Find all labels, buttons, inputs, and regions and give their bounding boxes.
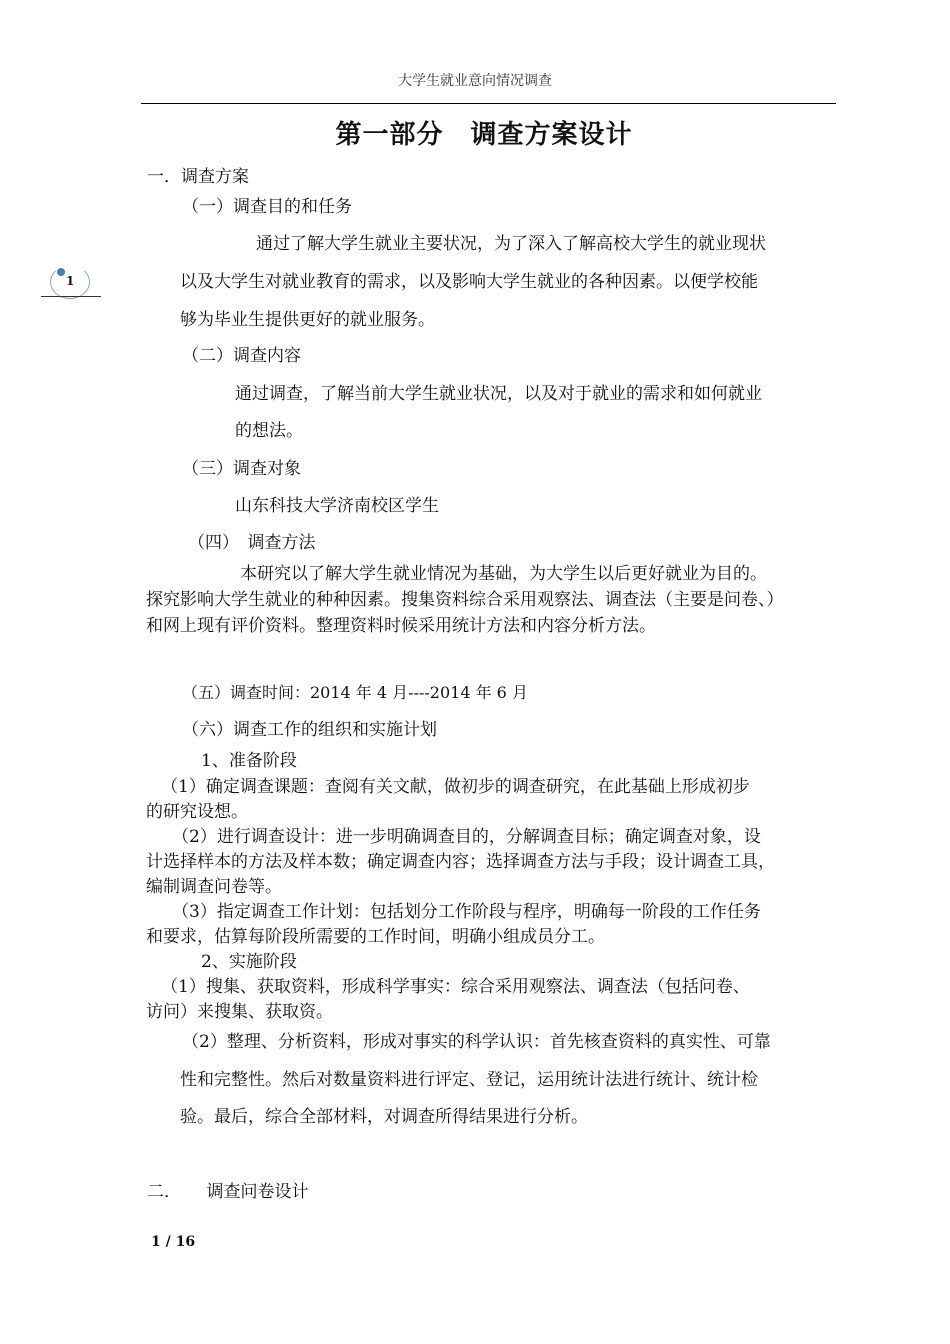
marker-dot-icon (57, 268, 65, 276)
method-line-2: 探究影响大学生就业的种种因素。搜集资料综合采用观察法、调查法（主要是问卷、） (146, 590, 784, 610)
subheading-time: （五）调查时间：2014 年 4 月----2014 年 6 月 (182, 683, 528, 702)
margin-marker (41, 265, 101, 301)
subheading-method: （四） 调查方法 (188, 533, 316, 553)
stage2-item1-line-1: （1）搜集、获取资料，形成科学事实：综合采用观察法、调查法（包括问卷、 (161, 977, 750, 997)
purpose-line-3: 够为毕业生提供更好的就业服务。 (180, 310, 435, 330)
marker-number: 1 (66, 274, 75, 288)
stage1-item2-line-2: 计选择样本的方法及样本数；确定调查内容；选择调查方法与手段；设计调查工具， (146, 852, 775, 872)
stage1-item1-line-1: （1）确定调查课题：查阅有关文献，做初步的调查研究，在此基础上形成初步 (161, 777, 750, 797)
object-text: 山东科技大学济南校区学生 (235, 496, 439, 516)
method-line-1: 本研究以了解大学生就业情况为基础，为大学生以后更好就业为目的。 (240, 564, 767, 584)
subheading-object: （三）调查对象 (182, 459, 301, 479)
page-indicator: 1 / 16 (151, 1234, 196, 1250)
section-heading-1: 一．调查方案 (147, 167, 249, 187)
purpose-line-2: 以及大学生对就业教育的需求，以及影响大学生就业的各种因素。以便学校能 (180, 272, 758, 292)
subheading-content: （二）调查内容 (182, 346, 301, 366)
subheading-purpose: （一）调查目的和任务 (182, 197, 352, 217)
stage2-item2-line-2: 性和完整性。然后对数量资料进行评定、登记，运用统计法进行统计、统计检 (180, 1070, 758, 1090)
stage2-item2-line-1: （2）整理、分析资料，形成对事实的科学认识：首先核查资料的真实性、可靠 (182, 1032, 771, 1052)
purpose-line-1: 通过了解大学生就业主要状况，为了深入了解高校大学生的就业现状 (256, 234, 766, 254)
marker-line (41, 296, 101, 297)
stage1-item2-line-1: （2）进行调查设计：进一步明确调查目的，分解调查目标；确定调查对象，设 (172, 827, 761, 847)
stage1-item2-line-3: 编制调查问卷等。 (146, 877, 282, 897)
section-heading-2: 二． 调查问卷设计 (147, 1182, 309, 1202)
content-line-2: 的想法。 (235, 421, 303, 441)
stage2-heading: 2、实施阶段 (201, 952, 297, 972)
stage1-item3-line-1: （3）指定调查工作计划：包括划分工作阶段与程序，明确每一阶段的工作任务 (172, 902, 761, 922)
stage1-item3-line-2: 和要求，估算每阶段所需要的工作时间，明确小组成员分工。 (146, 927, 605, 947)
stage1-heading: 1、准备阶段 (201, 751, 297, 771)
method-line-3: 和网上现有评价资料。整理资料时候采用统计方法和内容分析方法。 (146, 616, 656, 636)
stage2-item1-line-2: 访问）来搜集、获取资。 (146, 1002, 333, 1022)
running-header: 大学生就业意向情况调查 (398, 73, 552, 89)
subheading-plan: （六）调查工作的组织和实施计划 (182, 720, 437, 740)
content-line-1: 通过调查，了解当前大学生就业状况，以及对于就业的需求和如何就业 (235, 384, 762, 404)
stage2-item2-line-3: 验。最后，综合全部材料，对调查所得结果进行分析。 (180, 1107, 588, 1127)
page-title: 第一部分 调查方案设计 (335, 120, 633, 150)
header-rule (141, 103, 836, 104)
stage1-item1-line-2: 的研究设想。 (146, 802, 248, 822)
